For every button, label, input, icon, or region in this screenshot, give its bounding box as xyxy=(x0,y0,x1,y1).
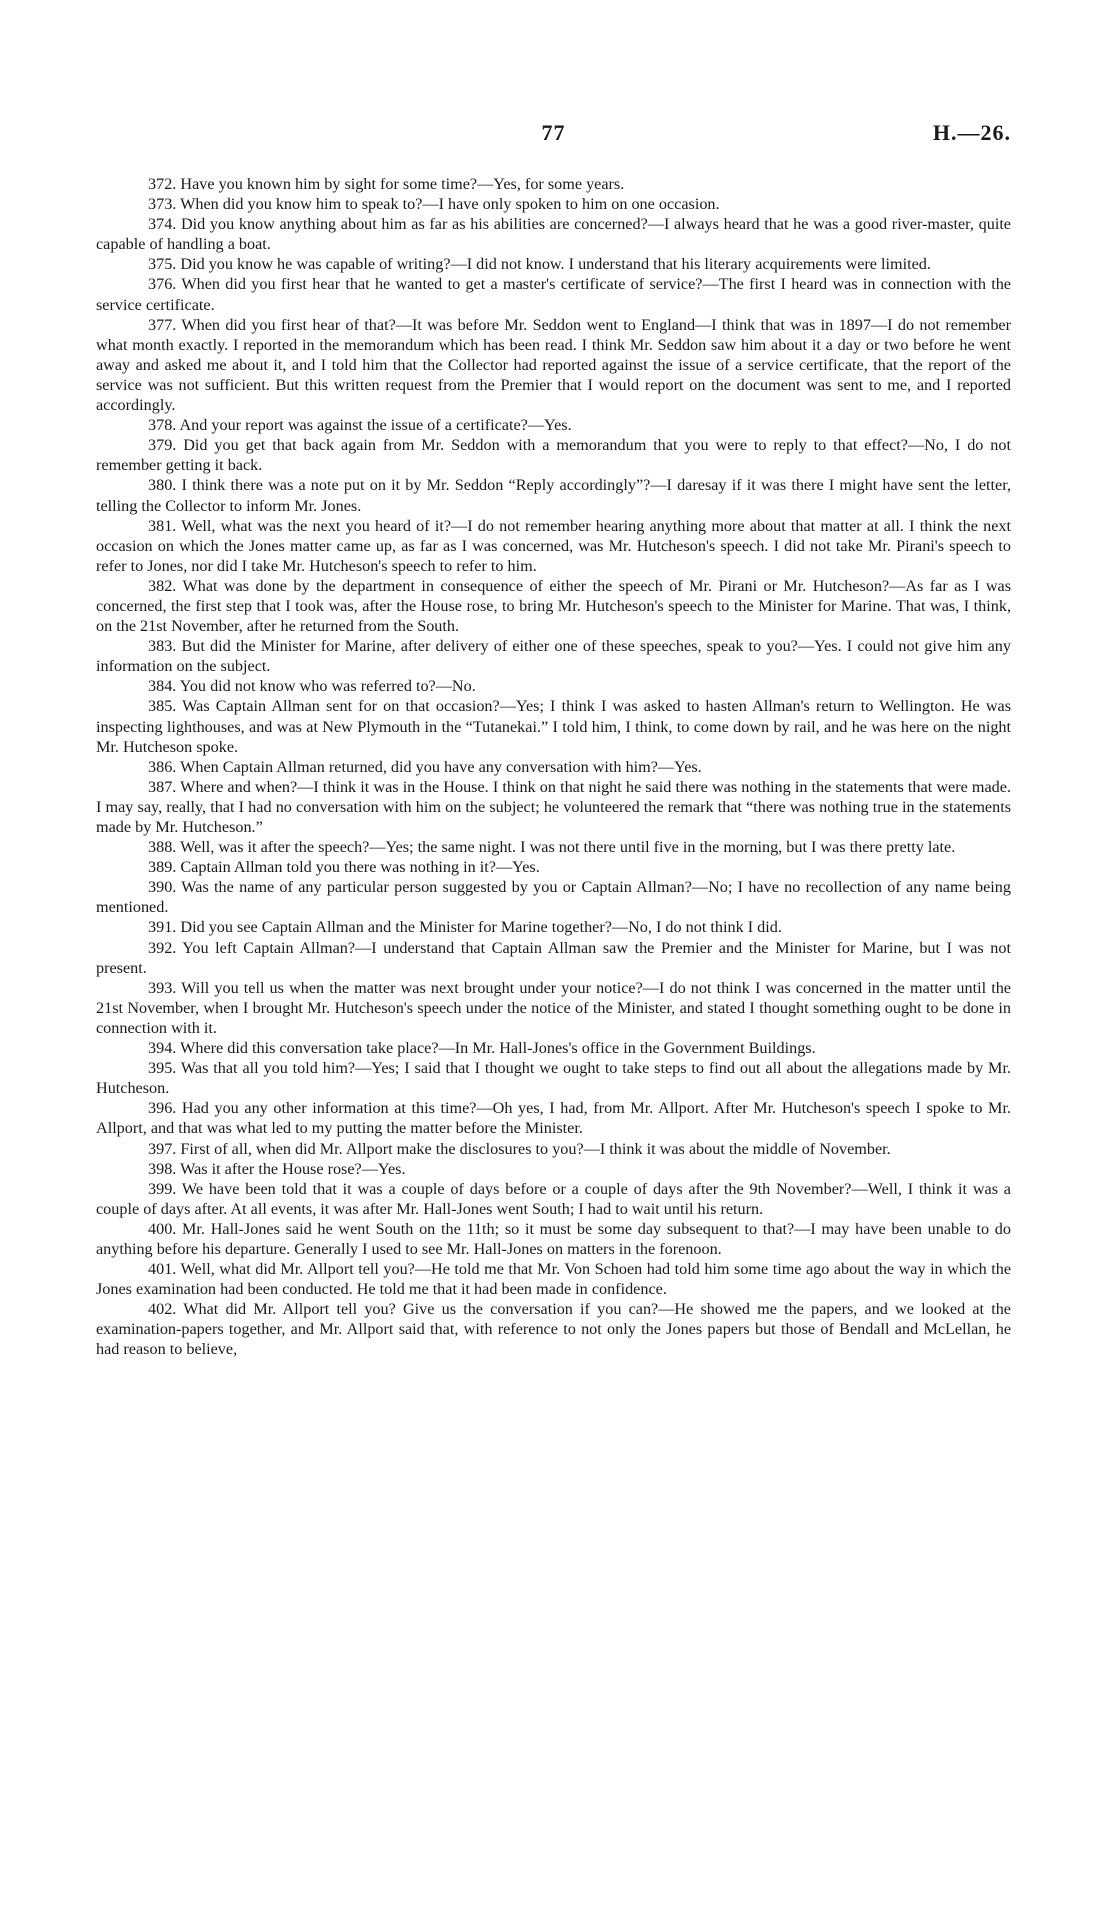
question-376: 376. When did you first hear that he wanted to get a master's certificate of service?—The first I heard was in connection with the service certificate. xyxy=(96,275,1011,314)
question-390: 390. Was the name of any particular person suggested by you or Captain Allman?—No; I have no recollection of any name being mentioned. xyxy=(96,878,1011,917)
question-394: 394. Where did this conversation take place?—In Mr. Hall-Jones's office in the Government Buildings. xyxy=(148,1039,816,1058)
question-397: 397. First of all, when did Mr. Allport make the disclosures to you?—I think it was about the middle of November. xyxy=(148,1139,891,1158)
question-372: 372. Have you known him by sight for some time?—Yes, for some years. xyxy=(148,175,625,193)
question-396: 396. Had you any other information at this time?—Oh yes, I had, from Mr. Allport. After Mr. Hutcheson's speech I spoke to Mr. Allport, and that was what led to my putting the matter before the Minister. xyxy=(96,1099,1011,1138)
question-395: 395. Was that all you told him?—Yes; I said that I thought we ought to take steps to find out all about the allegations made by Mr. Hutcheson. xyxy=(96,1059,1011,1098)
page-header xyxy=(96,120,1011,160)
question-401: 401. Well, what did Mr. Allport tell you?—He told me that Mr. Von Schoen had told him some time ago about the way in which the Jones examination had been conducted. He told me that it had been made in confidence. xyxy=(96,1260,1011,1299)
question-393: 393. Will you tell us when the matter was next brought under your notice?—I do not think I was concerned in the matter until the 21st November, when I brought Mr. Hutcheson's speech under the notice of the Minister, and stated I thought something ought to be done in connection with it. xyxy=(96,978,1011,1037)
question-379: 379. Did you get that back again from Mr. Seddon with a memorandum that you were to reply to that effect?—No, I do not remember getting it back. xyxy=(96,436,1011,475)
question-385: 385. Was Captain Allman sent for on that occasion?—Yes; I think I was asked to hasten Allman's return to Wellington. He was inspecting lighthouses, and was at New Plymouth in the “Tutanekai.” I told him, I think, to come down by rail, and he was here on the night Mr. Hutcheson spoke. xyxy=(96,697,1011,756)
testimony-text xyxy=(96,174,1011,1360)
question-392: 392. You left Captain Allman?—I understand that Captain Allman saw the Premier and the Minister for Marine, but I was not present. xyxy=(96,938,1011,977)
question-381: 381. Well, what was the next you heard of it?—I do not remember hearing anything more about that matter at all. I think the next occasion on which the Jones matter came up, as far as I was concerned, was Mr. Hutcheson's speech. I did not take Mr. Pirani's speech to refer to Jones, nor did I take Mr. Hutcheson's speech to refer to him. xyxy=(96,516,1011,575)
question-402: 402. What did Mr. Allport tell you? Give us the conversation if you can?—He showed me the papers, and we looked at the examination-papers together, and Mr. Allport said that, with reference to not only the Jones papers but those of Bendall and McLellan, he had reason to believe, xyxy=(96,1300,1011,1359)
question-383: 383. But did the Minister for Marine, after delivery of either one of these speeches, speak to you?—Yes. I could not give him any information on the subject. xyxy=(96,637,1011,676)
paper-reference: H.—26. xyxy=(932,120,1011,145)
question-380: 380. I think there was a note put on it by Mr. Seddon “Reply accordingly”?—I daresay if it was there I might have sent the letter, telling the Collector to inform Mr. Jones. xyxy=(96,476,1011,515)
question-377: 377. When did you first hear of that?—It was before Mr. Seddon went to England—I think that was in 1897—I do not remember what month exactly. I reported in the memorandum which has been read. I think Mr. Seddon saw him about it a day or two before he went away and asked me about it, and I told him that the Collector had reported against the issue of a service certificate, that the report of the service was not sufficient. But this written request from the Premier that I would report on the document was sent to me, and I reported accordingly. xyxy=(96,315,1011,415)
question-382: 382. What was done by the department in consequence of either the speech of Mr. Pirani or Mr. Hutcheson?—As far as I was concerned, the first step that I took was, after the House rose, to bring Mr. Hutcheson's speech to the Minister for Marine. That was, I think, on the 21st November, after he returned from the South. xyxy=(96,576,1011,636)
question-386: 386. When Captain Allman returned, did you have any conversation with him?—Yes. xyxy=(148,757,702,776)
question-378: 378. And your report was against the issue of a certificate?—Yes. xyxy=(148,416,572,435)
question-391: 391. Did you see Captain Allman and the Minister for Marine together?—No, I do not think I did. xyxy=(148,918,782,937)
question-398: 398. Was it after the House rose?—Yes. xyxy=(148,1159,406,1178)
question-399: 399. We have been told that it was a couple of days before or a couple of days after the 9th November?—Well, I think it was a couple of days after. At all events, it was after Mr. Hall-Jones went South; I had to wait until his return. xyxy=(96,1179,1011,1218)
page-number: 77 xyxy=(541,120,566,145)
question-400: 400. Mr. Hall-Jones said he went South on the 11th; so it must be some day subsequent to that?—I may have been unable to do anything before his departure. Generally I used to see Mr. Hall-Jones on matters in the forenoon. xyxy=(96,1219,1011,1258)
question-375: 375. Did you know he was capable of writing?—I did not know. I understand that his literary acquirements were limited. xyxy=(148,255,931,274)
question-373: 373. When did you know him to speak to?—I have only spoken to him on one occasion. xyxy=(148,195,720,214)
question-388: 388. Well, was it after the speech?—Yes; the same night. I was not there until five in the morning, but I was there pretty late. xyxy=(148,838,956,857)
question-384: 384. You did not know who was referred to?—No. xyxy=(148,677,476,696)
question-389: 389. Captain Allman told you there was nothing in it?—Yes. xyxy=(148,858,540,877)
question-387: 387. Where and when?—I think it was in the House. I think on that night he said there was nothing in the statements that were made. I may say, really, that I had no conversation with him on the subject; he volunteered the remark that “there was nothing true in the statements made by Mr. Hutcheson.” xyxy=(96,777,1011,836)
question-374: 374. Did you know anything about him as far as his abilities are concerned?—I always heard that he was a good river-master, quite capable of handling a boat. xyxy=(96,215,1011,254)
